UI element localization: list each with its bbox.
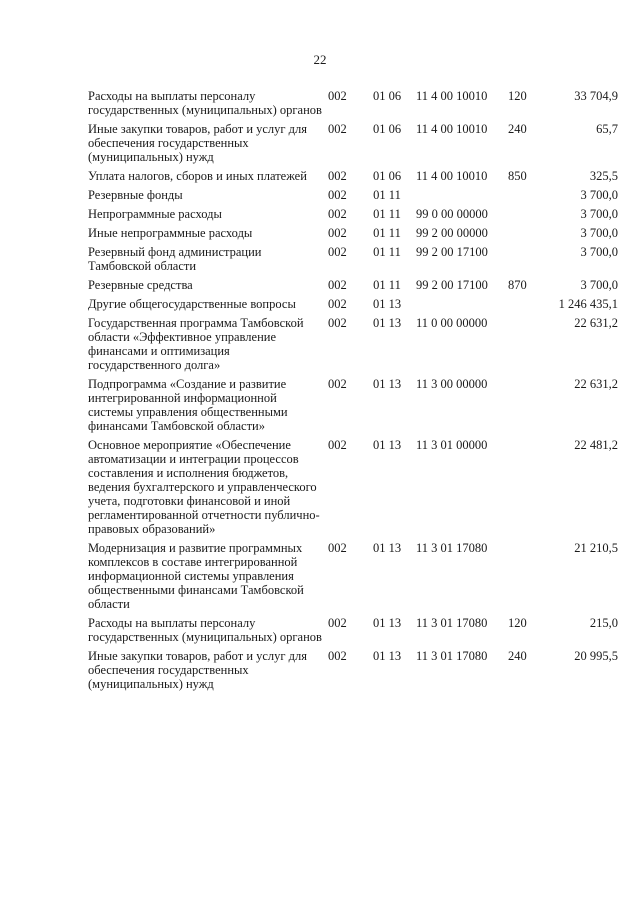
row-admin-code: 002 [328, 278, 347, 292]
row-expense-type: 120 [508, 89, 527, 103]
row-target-code: 99 0 00 00000 [416, 207, 488, 221]
row-target-code: 99 2 00 17100 [416, 278, 488, 292]
table-row [88, 377, 618, 438]
row-sum: 65,7 [596, 122, 618, 136]
row-target-code: 11 4 00 10010 [416, 169, 488, 183]
row-admin-code: 002 [328, 316, 347, 330]
row-admin-code: 002 [328, 245, 347, 259]
row-expense-type: 120 [508, 616, 527, 630]
row-expense-type [508, 207, 542, 226]
row-section-code: 01 13 [372, 316, 402, 330]
row-admin-code: 002 [328, 169, 347, 183]
table-row [88, 541, 618, 616]
row-section-code: 01 11 [373, 226, 401, 240]
row-name: Другие общегосударственные вопросы [88, 297, 296, 311]
row-admin-code: 002 [328, 89, 347, 103]
row-admin-code: 002 [328, 122, 347, 136]
row-name: Непрограммные расходы [88, 207, 222, 221]
table-row [88, 316, 618, 377]
row-target-code: 11 3 01 17080 [416, 616, 488, 630]
row-expense-type [508, 316, 542, 377]
row-sum: 21 210,5 [574, 541, 618, 555]
row-target-code: 11 4 00 10010 [416, 89, 488, 103]
table-row [88, 278, 618, 297]
row-sum: 33 704,9 [574, 89, 618, 103]
row-name: Иные закупки товаров, работ и услуг для обеспечения государственных (муниципальных) нужд [88, 122, 308, 164]
row-name: Уплата налогов, сборов и иных платежей [88, 169, 307, 183]
row-admin-code: 002 [328, 541, 347, 555]
row-expense-type [508, 297, 542, 316]
row-name: Иные непрограммные расходы [88, 226, 253, 240]
row-expense-type: 240 [508, 122, 527, 136]
row-name: Модернизация и развитие программных комплексов в составе интегрированной информационной системы управления общественными финансами Тамбовской области [88, 541, 304, 611]
row-name: Резервные средства [88, 278, 193, 292]
table-row [88, 438, 618, 541]
row-name: Основное мероприятие «Обеспечение автоматизации и интеграции процессов составления и исполнения бюджетов, ведения бухгалтерского и управленческого учета, подготовки финансовой и иной регламентированной отчетности публично-правовых образований» [88, 438, 320, 536]
table-row [88, 649, 618, 696]
row-admin-code: 002 [328, 616, 347, 630]
row-name: Расходы на выплаты персоналу государственных (муниципальных) органов [88, 89, 322, 117]
row-section-code: 01 06 [372, 89, 402, 103]
row-sum: 22 481,2 [574, 438, 618, 452]
row-expense-type [508, 438, 542, 541]
budget-table [88, 89, 618, 696]
row-expense-type [508, 245, 542, 278]
row-sum: 22 631,2 [574, 316, 618, 330]
row-section-code: 01 13 [372, 438, 402, 452]
row-admin-code: 002 [328, 207, 347, 221]
row-name: Резервный фонд администрации Тамбовской области [88, 245, 262, 273]
row-target-code: 99 2 00 00000 [416, 226, 488, 240]
row-section-code: 01 06 [372, 122, 402, 136]
row-expense-type: 240 [508, 649, 527, 663]
row-admin-code: 002 [328, 297, 347, 311]
row-sum: 1 246 435,1 [558, 297, 618, 311]
row-name: Расходы на выплаты персоналу государственных (муниципальных) органов [88, 616, 322, 644]
row-sum: 3 700,0 [580, 226, 618, 240]
row-sum: 3 700,0 [580, 207, 618, 221]
row-section-code: 01 13 [372, 541, 402, 555]
row-sum: 215,0 [589, 616, 618, 630]
row-expense-type [508, 377, 542, 438]
table-row [88, 297, 618, 316]
row-name: Государственная программа Тамбовской области «Эффективное управление финансами и оптимизация государственного долга» [88, 316, 304, 372]
table-row [88, 89, 618, 122]
row-section-code: 01 11 [373, 188, 401, 202]
row-section-code: 01 06 [372, 169, 402, 183]
row-expense-type: 870 [508, 278, 527, 292]
table-row [88, 207, 618, 226]
row-expense-type [508, 226, 542, 245]
row-section-code: 01 13 [372, 616, 402, 630]
row-admin-code: 002 [328, 649, 347, 663]
row-section-code: 01 13 [372, 649, 402, 663]
table-row [88, 169, 618, 188]
budget-table-body [88, 89, 618, 696]
row-target-code: 11 4 00 10010 [416, 122, 488, 136]
table-row [88, 226, 618, 245]
row-sum: 3 700,0 [580, 278, 618, 292]
row-target-code [416, 188, 508, 207]
row-expense-type: 850 [508, 169, 527, 183]
table-row [88, 188, 618, 207]
row-expense-type [508, 188, 542, 207]
row-section-code: 01 11 [373, 245, 401, 259]
row-target-code: 11 0 00 00000 [416, 316, 488, 330]
row-target-code: 11 3 01 00000 [416, 438, 488, 452]
row-admin-code: 002 [328, 188, 347, 202]
row-sum: 3 700,0 [580, 188, 618, 202]
row-name: Подпрограмма «Создание и развитие интегрированной информационной системы управления общественными финансами Тамбовской области» [88, 377, 288, 433]
row-section-code: 01 11 [373, 207, 401, 221]
row-sum: 3 700,0 [580, 245, 618, 259]
row-section-code: 01 13 [372, 377, 402, 391]
row-expense-type [508, 541, 542, 616]
row-target-code: 99 2 00 17100 [416, 245, 488, 259]
table-row [88, 122, 618, 169]
row-admin-code: 002 [328, 226, 347, 240]
row-sum: 325,5 [589, 169, 618, 183]
row-admin-code: 002 [328, 438, 347, 452]
row-target-code: 11 3 01 17080 [416, 649, 488, 663]
row-section-code: 01 11 [373, 278, 401, 292]
row-target-code: 11 3 01 17080 [416, 541, 488, 555]
row-sum: 22 631,2 [574, 377, 618, 391]
row-sum: 20 995,5 [574, 649, 618, 663]
row-name: Резервные фонды [88, 188, 183, 202]
table-row [88, 245, 618, 278]
row-target-code: 11 3 00 00000 [416, 377, 488, 391]
row-section-code: 01 13 [372, 297, 402, 311]
page-number: 22 [313, 52, 327, 67]
table-row [88, 616, 618, 649]
row-admin-code: 002 [328, 377, 347, 391]
row-name: Иные закупки товаров, работ и услуг для обеспечения государственных (муниципальных) нужд [88, 649, 308, 691]
row-target-code [416, 297, 508, 316]
